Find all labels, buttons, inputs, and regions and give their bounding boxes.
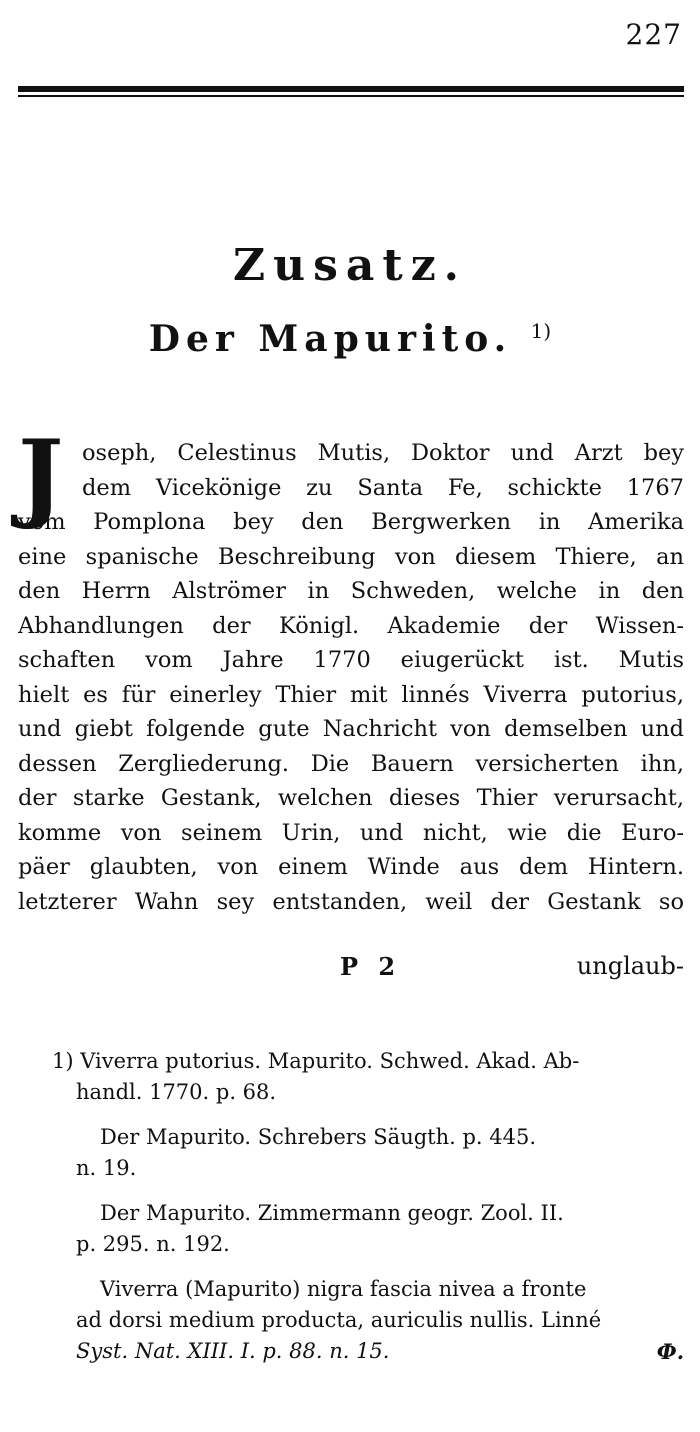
footnote-citation: Syst. Nat. XIII. I. p. 88. n. 15. [76,1339,390,1363]
body-line: dem Vicekönige zu Santa Fe, schickte 1767 [82,474,684,501]
article-title-text: Der Mapurito. [148,318,513,360]
header-rule [18,86,684,97]
article-footnote-ref: 1) [530,319,552,343]
end-mark: Ф. [656,1339,684,1364]
body-text [18,419,684,919]
body-line: den Herrn Alströmer in Schweden, welche in den [18,578,684,604]
footnote-line: ad dorsi medium producta, auriculis nullis. Linné [76,1308,602,1332]
footnote [48,1046,684,1108]
body-line: vom Pomplona bey den Bergwerken in Amerika [18,509,684,535]
body-line: und giebt folgende gute Nachricht von demselben und [18,716,684,742]
drop-cap: J [18,419,64,532]
footnote [48,1198,684,1260]
body-line: päer glaubten, von einem Winde aus dem Hintern. [18,854,684,880]
section-title: Zusatz. [232,240,468,291]
footnote-line: Der Mapurito. Zimmermann geogr. Zool. II. [100,1201,564,1225]
body-line: eine spanische Beschreibung von diesem Thiere, an [18,543,684,570]
body-line: der starke Gestank, welchen dieses Thier verursacht, [18,785,684,811]
page-number: 227 [625,18,682,51]
catchword: unglaub- [576,952,684,980]
footnote-line [48,1336,684,1367]
footnote-line: p. 295. n. 192. [76,1232,230,1256]
signature-mark: P 2 [340,952,402,981]
body-line: oseph, Celestinus Mutis, Doktor und Arzt bey [82,440,684,466]
header-rule-thin [18,95,684,97]
body-line: hielt es für einerley Thier mit linnés Viverra putorius, [18,681,684,708]
footnote-line: 1) Viverra putorius. Mapurito. Schwed. Akad. Ab- [52,1049,580,1073]
footnotes [48,1046,684,1381]
body-line: schaften vom Jahre 1770 eiugerückt ist. Mutis [18,647,684,673]
footnote [48,1274,684,1367]
article-title [0,318,700,360]
footnote-line: n. 19. [76,1156,137,1180]
footnote-line: handl. 1770. p. 68. [76,1080,277,1104]
body-line: Abhandlungen der Königl. Akademie der Wissen- [18,612,684,639]
footnote-line: Viverra (Mapurito) nigra fascia nivea a fronte [100,1277,587,1301]
body-line: letzterer Wahn sey entstanden, weil der Gestank so [18,888,684,915]
header-rule-thick [18,86,684,92]
body-line: komme von seinem Urin, und nicht, wie die Euro- [18,819,684,846]
body-line: dessen Zergliederung. Die Bauern versicherten ihn, [18,750,684,777]
footnote-line: Der Mapurito. Schrebers Säugth. p. 445. [100,1125,537,1149]
footnote [48,1122,684,1184]
